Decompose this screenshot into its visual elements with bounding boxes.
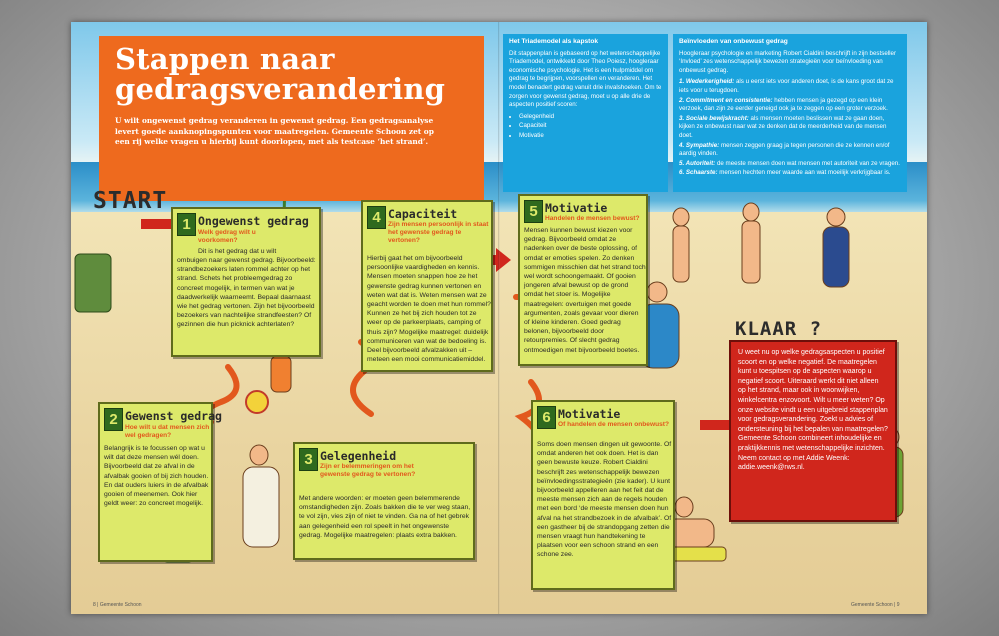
- step-body: Mensen kunnen bewust kiezen voor gedrag. Bijvoorbeeld omdat ze nadenken over de beste oplossing, of omdat er emoties spelen. Zo denken sommigen misschien dat het strand toch wel wordt schoongemaakt. Of gooien jongeren afval bewust op de grond omdat het stoer is. Mogelijke maatregelen: overtuigen met goede argumenten, zoals gevaar voor dieren of kleine kinderen. Goed gedrag belonen, bijvoorbeeld door retourpremies. Of slecht gedrag ontmoedigen met bijvoorbeeld boetes.: [524, 227, 646, 354]
- step-4-box: [361, 200, 493, 372]
- list-item: [679, 97, 901, 114]
- step-number: 4: [367, 206, 386, 229]
- step-body: Met andere woorden: er moeten geen belemmerende omstandigheden zijn. Zoals bakken die te ver weg staan, te vol zijn, vies zijn of niet te vinden. Ga na of het gebrek aan gelegenheid een rol speelt in het ongewenste gedrag. Mogelijke maatregelen: plaats extra bakken.: [299, 495, 471, 539]
- step-question: Zijn er belemmeringen om het gewenste gedrag te vertonen?: [320, 463, 416, 478]
- step-5-box: [518, 194, 648, 366]
- step-number: 3: [299, 448, 318, 471]
- page-title: Stappen naar gedragsverandering: [115, 42, 446, 106]
- step-title: Gewenst gedrag: [125, 409, 222, 423]
- step-title: Motivatie: [545, 201, 608, 215]
- item-label: 1. Wederkerigheid:: [679, 78, 735, 86]
- step-body: Hierbij gaat het om bijvoorbeeld persoonlijke vaardigheden en kennis. Mensen moeten snappen hoe ze het gewenste gedrag kunnen vertonen en weten wat dat is. Weten mensen wat ze geacht worden te doen met hun rommel? Kunnen ze het bij zich houden tot ze weer op de parkeerplaats, camping of thuis zijn? Mogelijke maatregel: duidelijk communiceren van wat de bedoeling is. Deel bijvoorbeeld afvalzakken uit – meteen een mooi communicatiemiddel.: [367, 255, 491, 364]
- list-item: [679, 115, 901, 141]
- start-label: START: [93, 188, 168, 214]
- triade-title: Het Triademodel als kapstok: [509, 38, 599, 45]
- item-text: als mensen moeten beslissen wat ze gaan doen, kijken ze onbewust naar wat ze denken dat de meerderheid van de mensen doet.: [679, 114, 887, 139]
- step-title: Capaciteit: [388, 207, 458, 221]
- step-number: 2: [104, 408, 123, 431]
- list-item: [679, 78, 901, 95]
- step-title: Motivatie: [558, 407, 621, 421]
- title-box: [99, 36, 484, 201]
- step-question: Of handelen de mensen onbewust?: [558, 421, 670, 428]
- cialdini-text: Hoogleraar psychologie en marketing Robert Cialdini beschrijft in zijn bestseller ‘Invloed’ zes wetenschappelijk bewezen strategieën voor beïnvloeding van onbewust gedrag.: [679, 49, 897, 74]
- item-label: 2. Commitment en consistentie:: [679, 96, 773, 104]
- footer-right: Gemeente Schoon | 9: [851, 602, 900, 608]
- klaar-body: U weet nu op welke gedragsaspecten u positief scoort en op welke negatief. De maatregelen kunt u toespitsen op de aspecten waarop u negatief scoort. Uiteraard werkt dit niet alleen op het strand, maar ook in woonwijken, winkelcentra enzovoort. Wilt u meer weten? Op onze website vindt u een uitgebreid stappenplan voor gedragsverandering. Zoekt u advies of ondersteuning bij het bepalen van maatregelen? Gemeente Schoon combineert inhoudelijke en praktijkkennis met wetenschappelijke inzichten. Neem contact op met Addie Weenk: addie.weenk@rws.nl.: [738, 349, 888, 472]
- page-gutter: [498, 22, 500, 614]
- cialdini-list: [679, 78, 901, 178]
- item-label: 6. Schaarste:: [679, 169, 718, 177]
- step-body: ombuigen naar gewenst gedrag. Bijvoorbeeld: strandbezoekers laten rommel achter op het strand. Schets het probleemgedrag zo concreet mogelijk, in termen van wat je daadwerkelijk waarneemt. Bepaal daarnaast wie het gedrag vertonen. Zijn het bijvoorbeeld bezoekers van nachtelijke strandfeesten? Of gezinnen die hun picknick achterlaten?: [177, 257, 316, 329]
- step-body: Belangrijk is te focussen op wat u wilt dat deze mensen wél doen. Bijvoorbeeld dat ze afval in de afvalbak gooien of bij zich houden. En dat ouders luiers in de afvalbak gooien of meenemen. Ook hier geldt weer: zo concreet mogelijk.: [104, 445, 209, 508]
- item-text: mensen hechten meer waarde aan wat moeilijk verkrijgbaar is.: [717, 169, 891, 177]
- klaar-heading: KLAAR ?: [735, 318, 823, 340]
- triade-list: [509, 113, 662, 141]
- step-3-box: [293, 442, 475, 560]
- step-6-box: [531, 400, 675, 590]
- list-item: • Motivatie: [519, 132, 662, 141]
- list-item: [679, 169, 901, 178]
- triade-text: Dit stappenplan is gebaseerd op het wetenschappelijke Triademodel, ontwikkeld door Theo Poiesz, hoogleraar economische psychologie. Het is een hulpmiddel om gedrag te begrijpen, voorspellen en veranderen. Het model benadert gedrag vanuit drie invalshoeken. Om te zorgen voor gewenst gedrag, moet u op alle drie de aspecten positief scoren:: [509, 49, 662, 109]
- step-1-box: [171, 207, 321, 357]
- triade-box: [503, 34, 668, 192]
- item-text: hebben mensen ja gezegd op een klein verzoek, dan zijn ze eerder geneigd ook ja te zeggen op een groter verzoek.: [679, 96, 888, 113]
- footer-left: 8 | Gemeente Schoon: [93, 602, 142, 608]
- cialdini-title: Beïnvloeden van onbewust gedrag: [679, 38, 788, 45]
- item-text: als u eerst iets voor anderen doet, is de kans groot dat ze iets voor u terugdoen.: [679, 78, 894, 94]
- list-item: [679, 142, 901, 159]
- step-body: Soms doen mensen dingen uit gewoonte. Of omdat anderen het ook doen. Het is dan geen bewuste keuze. Robert Cialdini beschrijft zes wetenschappelijk bewezen beïnvloedingsstrategieën (zie kader). U kunt bijvoorbeeld appelleren aan het feit dat de meeste mensen zich aan de regels houden met een bord ‘de meeste mensen doen hun afval na het strandbezoek in de afvalbak’. Of een gastheer bij de strandopgang zetten die mensen vraagt hun handtekening te plaatsen voor een schoon strand en een schone zee.: [537, 441, 672, 559]
- step-lead: Dit is het gedrag dat u wilt: [198, 248, 277, 255]
- item-label: 4. Sympathie:: [679, 141, 720, 149]
- item-text: de meeste mensen doen wat mensen met autoriteit van ze vragen.: [715, 159, 900, 167]
- step-question: Hoe wilt u dat mensen zich wel gedragen?: [125, 424, 210, 439]
- step-number: 1: [177, 213, 196, 236]
- step-question: Handelen de mensen bewust?: [545, 215, 640, 222]
- step-number: 5: [524, 200, 543, 223]
- magazine-spread: [71, 22, 927, 614]
- item-text: mensen zeggen graag ja tegen personen die ze kennen en/of aardig vinden.: [679, 141, 890, 158]
- klaar-box: [729, 340, 897, 522]
- list-item: [679, 160, 901, 169]
- step-title: Ongewenst gedrag: [198, 214, 309, 228]
- step-2-box: [98, 402, 222, 562]
- list-item: • Gelegenheid: [519, 113, 662, 122]
- step-question: Welk gedrag wilt u voorkomen?: [198, 229, 256, 244]
- item-label: 5. Autoriteit:: [679, 159, 716, 167]
- cialdini-box: [673, 34, 907, 192]
- step-question: Zijn mensen persoonlijk in staat het gewenste gedrag te vertonen?: [388, 221, 489, 244]
- intro-text: U wilt ongewenst gedrag veranderen in gewenst gedrag. Een gedragsanalyse levert goede aanknopingspunten voor maatregelen. Gemeente Schoon zet op een rij welke vragen u hierbij kunt doorlopen, met als testcase ‘het strand’.: [115, 116, 434, 147]
- list-item: • Capaciteit: [519, 122, 662, 131]
- step-number: 6: [537, 406, 556, 429]
- step-title: Gelegenheid: [320, 449, 397, 463]
- item-label: 3. Sociale bewijskracht:: [679, 114, 749, 122]
